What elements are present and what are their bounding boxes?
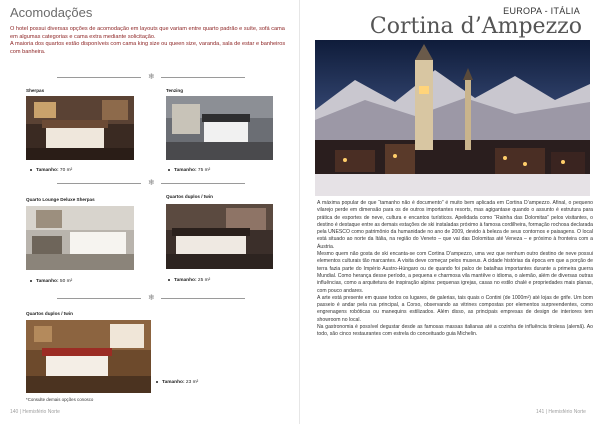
room-size: Tamanho: 75 m² [168,168,210,173]
divider-line [57,77,141,78]
region-label: EUROPA - ITÁLIA [503,6,580,16]
page-number: 141 | Hemisfério Norte [536,409,586,415]
page-number: 140 | Hemisfério Norte [10,409,60,415]
room-photo [166,96,273,160]
room-name: Quarto Lounge Deluxe Sherpas [26,197,95,202]
city-title: Cortina d’Ampezzo [369,14,582,39]
snowflake-icon: ❄ [148,72,155,81]
article-paragraph: Na gastronomia é possível degustar desde as famosas massas italianas até a cozinha de influência tirolesa (alemã). Ao todo, são cinco restaurantes com estrela do conceituado guia Michelin. [317,324,593,338]
room-photo [26,206,134,270]
bullet-icon [168,279,170,281]
section-title: Acomodações [10,5,93,20]
bullet-icon [30,280,32,282]
bullet-icon [168,169,170,171]
snowflake-icon: ❄ [148,178,155,187]
footnote: *Consulte demais opções conosco [26,397,94,402]
room-photo [166,204,273,269]
article-paragraph: Mesmo quem não gosta de ski encanta-se com Cortina D’ampezzo, uma vez que nenhum outro destino de neve possui elementos culturais tão marcantes. A visita deve começar pelos museus. A cidade histórias da época em que a porção de terra fazia parte do Império Austro-Húngaro ou de quando foi palco de batalhas importantes durante a primeira guerra Mundial. Como herança desse período, a pequena e charmosa vila mantêve o idioma, o alemão, além de diversas outras influências, como a arquitetura de inspiração alpina: pequenas igrejas, casas no estilo chalé e propriedades mais planas, com pouco andares. [317,251,593,294]
room-name: Sherpas [26,88,45,93]
divider-line [161,183,245,184]
bullet-icon [156,381,158,383]
hero-photo [315,40,590,196]
divider-line [161,77,245,78]
divider-line [57,298,141,299]
room-photo [26,320,151,393]
intro-text [10,26,292,56]
divider-line [57,183,141,184]
room-name: Quartos duplos / twin [166,194,213,199]
article-paragraph: A arte está presente em quase todos os lugares, de galerias, tais quais o Contini (de 1000m²) até lojas de grife. Um bom passeio é andar pela rua principal, a Corso, observando as vitrines compostas por elementos surpreendentes, como engrenagens robóticas ou manequins estilizados. Além disso, as principais empresas de design de interiores tem showroom no local. [317,294,593,323]
intro-paragraph: A maioria dos quartos estão disponíveis com cama king size ou queen size, varanda, sala de estar e banheiros com banheira. [10,41,286,55]
room-name: Tenzing [166,88,184,93]
intro-paragraph: O hotel possui diversas opções de acomodação em layouts que variam entre quarto padrão e suíte, sofá cama em algumas categorias e cama extra mediante solicitação. [10,26,285,40]
room-size: Tamanho: 23 m² [156,380,198,385]
bullet-icon [30,169,32,171]
room-size: Tamanho: 70 m² [30,168,72,173]
room-size: Tamanho: 50 m² [30,279,72,284]
article-body [317,200,593,339]
room-name: Quartos duplos / twin [26,311,73,316]
room-size: Tamanho: 25 m² [168,278,210,283]
right-page [300,0,600,424]
room-photo [26,96,134,160]
article-paragraph: A máxima popular de que “tamanho não é documento” é muito bem aplicada em Cortina D’ampezzo. Afinal, o pequeno vilarejo perde em dimensão para os de outros importantes resorts, mas agigantase quando o assunto é estrutura para prática de esportes de neve, cultura e encantos turísticos. Apelidada como “Rainha das Dolomitas” pelos visitantes, o destino é destaque entre as demais estações de ski instaladas próximo à famosa cordilheira, formação rochosa declarada pela UNESCO como patrimônio da humanidade no ano de 2009, devido à beleza de seus contornos e paisagens. O local está situado ao norte da Itália, na região do Veneto – que vai das Dolomitas até Veneza – e próximo à fronteira com a Áustria. [317,200,593,250]
divider-line [161,298,245,299]
snowflake-icon: ❄ [148,293,155,302]
